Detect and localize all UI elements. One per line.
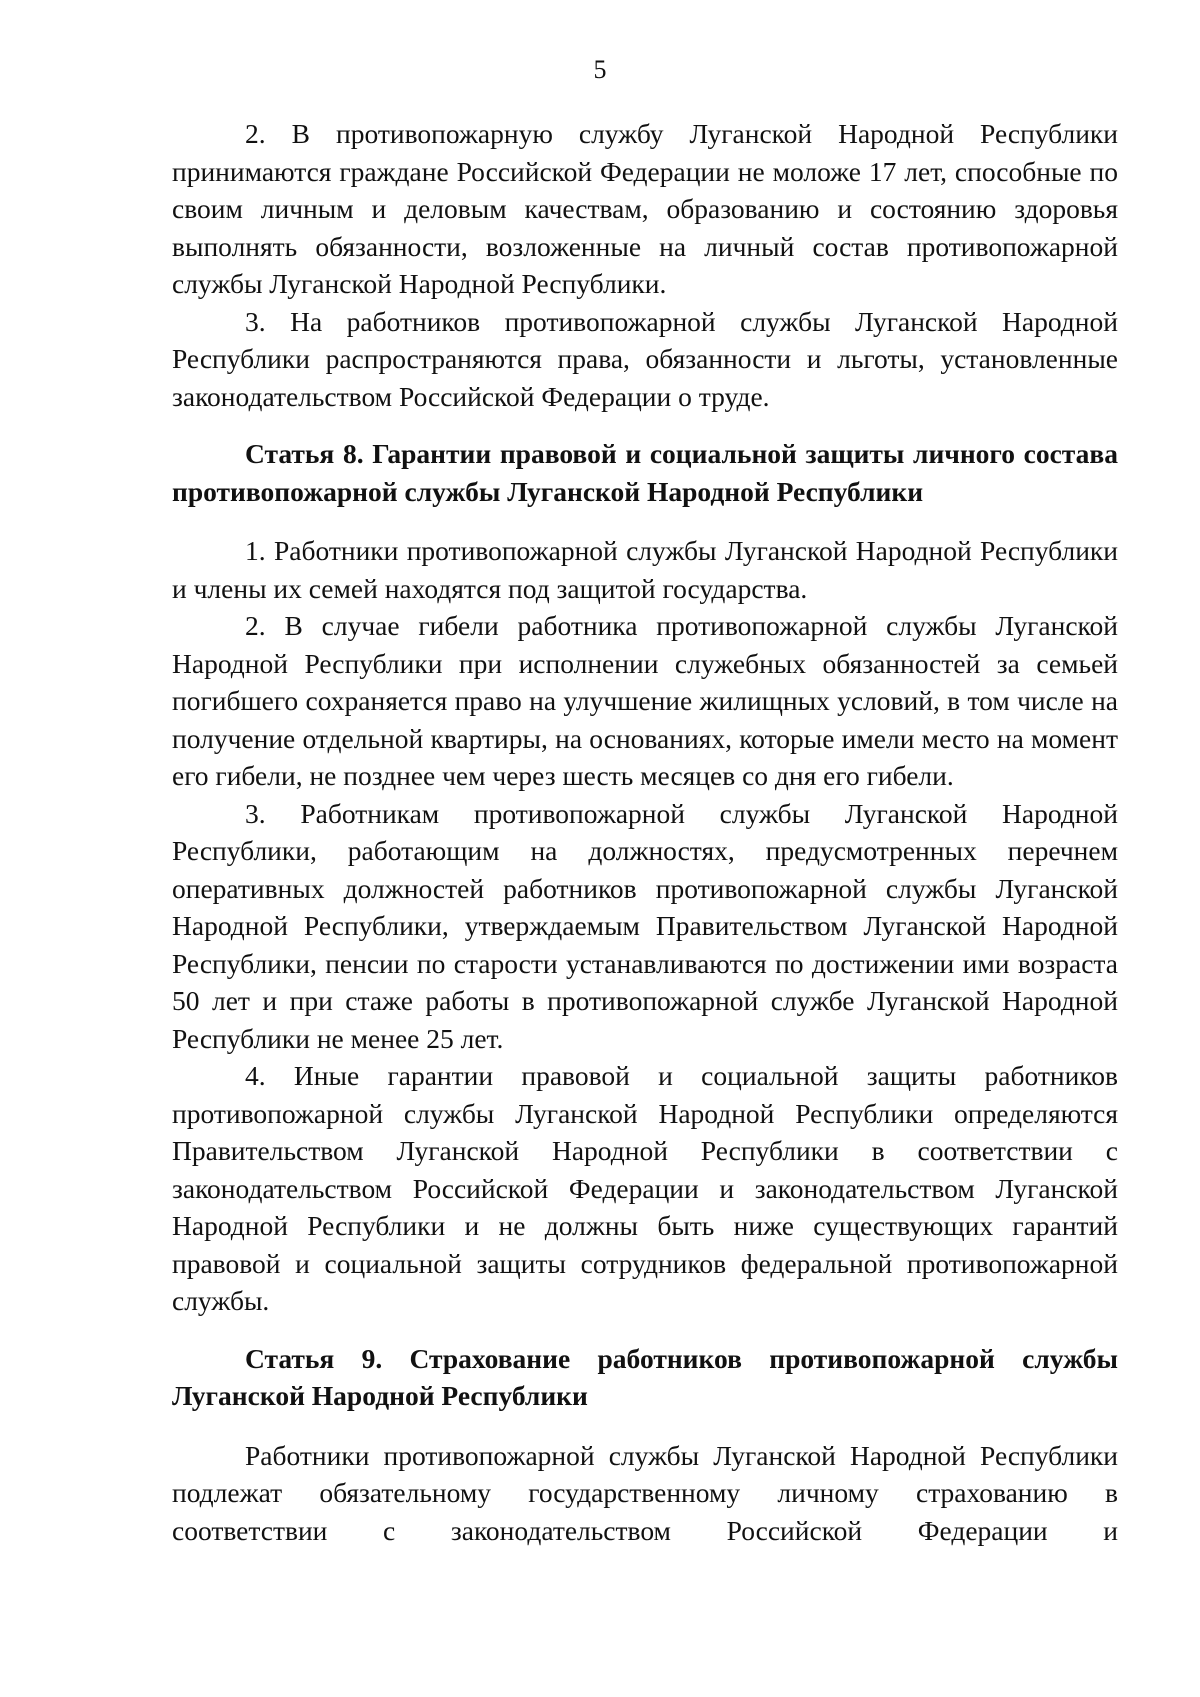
article-heading: Статья 8. Гарантии правовой и социальной защиты личного состава противопожарной службы Луганской Народной Республики <box>172 438 1118 507</box>
page-number: 5 <box>593 55 607 84</box>
spacer <box>172 1415 1118 1437</box>
paragraph: 2. В случае гибели работника противопожарной службы Луганской Народной Республики при исполнении служебных обязанностей за семьей погибшего сохраняется право на улучшение жилищных условий, в том числе на получение отдельной квартиры, на основаниях, которые имели место на момент его гибели, не позднее чем через шесть месяцев со дня его гибели. <box>172 610 1118 791</box>
paragraph: 1. Работники противопожарной службы Луганской Народной Республики и члены их семей находятся под защитой государства. <box>172 535 1118 604</box>
paragraph: 2. В противопожарную службу Луганской Народной Республики принимаются граждане Российской Федерации не моложе 17 лет, способные по своим личным и деловым качествам, образованию и состоянию здоровья выполнять обязанности, возложенные на личный состав противопожарной службы Луганской Народной Республики. <box>172 118 1118 299</box>
article-heading: Статья 9. Страхование работников противопожарной службы Луганской Народной Республики <box>172 1342 1118 1411</box>
paragraph: 4. Иные гарантии правовой и социальной защиты работников противопожарной службы Луганской Народной Республики определяются Правительством Луганской Народной Республики в соответствии с законодательством Российской Федерации и законодательством Луганской Народной Республики и не должны быть ниже существующих гарантий правовой и социальной защиты сотрудников федеральной противопожарной службы. <box>172 1060 1118 1316</box>
spacer <box>172 415 1118 435</box>
document-body <box>172 115 1118 1549</box>
paragraph: Работники противопожарной службы Луганской Народной Республики подлежат обязательному государственному личному страхованию в соответствии с законодательством Российской Федерации и <box>172 1439 1118 1546</box>
spacer <box>172 1320 1118 1340</box>
spacer <box>172 510 1118 532</box>
paragraph: 3. Работникам противопожарной службы Луганской Народной Республики, работающим на должностях, предусмотренных перечнем оперативных должностей работников противопожарной службы Луганской Народной Республики, утверждаемым Правительством Луганской Народной Республики, пенсии по старости устанавливаются по достижении ими возраста 50 лет и при стаже работы в противопожарной службе Луганской Народной Республики не менее 25 лет. <box>172 797 1118 1054</box>
paragraph: 3. На работников противопожарной службы Луганской Народной Республики распространяются права, обязанности и льготы, установленные законодательством Российской Федерации о труде. <box>172 305 1118 412</box>
